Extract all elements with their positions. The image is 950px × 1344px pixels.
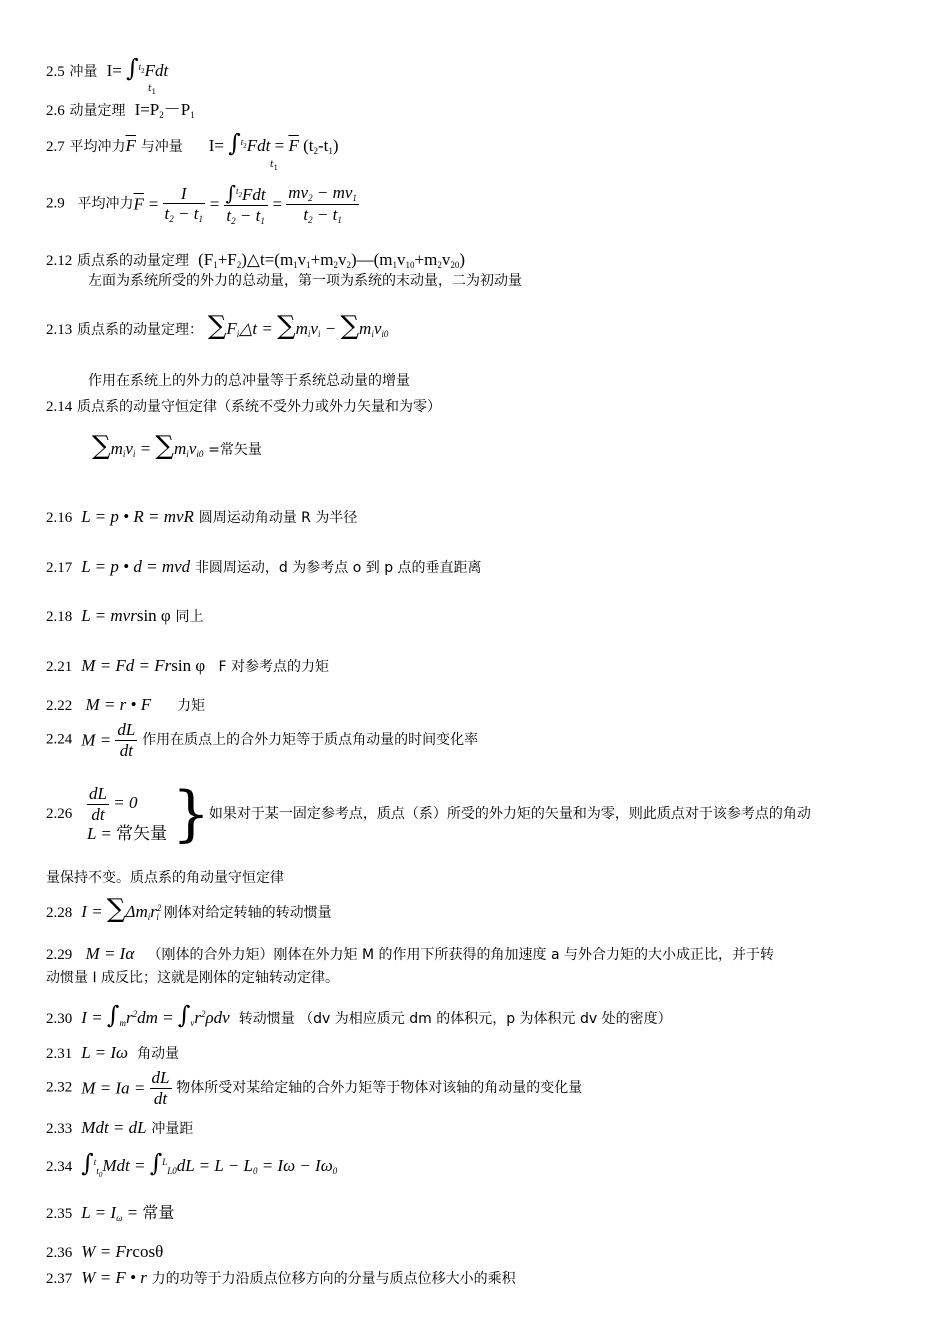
eq-number: 2.31 [46, 1046, 73, 1062]
eq-2-29 [46, 944, 774, 964]
eq-2-36 [46, 1242, 163, 1262]
eq-2-33 [46, 1118, 193, 1138]
eq-2-22 [46, 695, 205, 715]
eq-text: 质点系的动量定理 [77, 253, 190, 269]
eq-2-37 [46, 1268, 516, 1288]
eq-text: 力矩 [177, 698, 206, 714]
eq-number: 2.26 [46, 805, 73, 822]
eq-2-7 [46, 130, 339, 158]
formula: $\int^t_{t_0}Mdt = \int^L_{L0}dL = L - L_0 = I\omega - I\omega_0$ [81, 1149, 338, 1179]
eq-text: 力的功等于力沿质点位移方向的分量与质点位移大小的乘积 [151, 1271, 516, 1287]
eq-number: 2.6 [46, 103, 65, 119]
formula: sin φ [171, 656, 214, 675]
formula: L = p • R = mvR [77, 507, 194, 526]
formula: $I=P_2-P_1$ [130, 100, 195, 120]
formula: M = [77, 730, 116, 750]
formula: $\frac{dL}{dt}$ = 0 L = 常矢量 [87, 784, 168, 845]
fraction: $\frac{dL}{dt}$ [151, 1068, 170, 1108]
eq-text: 刚体对给定转轴的转动惯量 [163, 905, 332, 921]
eq-text: 圆周运动角动量 R 为半径 [198, 510, 358, 526]
eq-text: 角动量 [137, 1046, 180, 1062]
eq-2-32 [46, 1068, 582, 1108]
eq-number: 2.29 [46, 947, 73, 963]
eq-2-9 [46, 182, 359, 226]
eq-2-26-cont: 量保持不变。质点系的角动量守恒定律 [46, 870, 284, 886]
formula: $I = \int_mr^2dm = \int_vr^2\rho dv$ [77, 1001, 234, 1029]
formula: $\overline{F}$ [133, 194, 144, 214]
eq-number: 2.28 [46, 905, 73, 921]
formula: $\sum F_i\triangle t = \sum m_iv_i - \sum m_iv_{i0}$ [207, 311, 389, 341]
eq-text: （刚体的合外力矩）刚体在外力矩 M 的作用下所获得的角加速度 a 与外合力矩的大小成正比，并于转 [147, 947, 774, 963]
eq-2-5-lower-limit: $t_1$ [148, 84, 157, 96]
eq-2-29-cont: 动惯量 I 成反比；这就是刚体的定轴转动定律。 [46, 970, 340, 986]
eq-text: 同上 [175, 609, 204, 625]
eq-2-7-lower-limit: $t_1$ [270, 160, 279, 172]
eq-number: 2.12 [46, 253, 73, 269]
formula: cosθ [132, 1242, 164, 1261]
formula: $\overline{F}$ [125, 136, 136, 155]
eq-2-34 [46, 1150, 337, 1179]
formula: M = Iα [77, 944, 143, 963]
eq-text: 转动惯量 （dv 为相应质元 dm 的体积元，p 为体积元 dv 处的密度） [238, 1011, 672, 1027]
eq-number: 2.16 [46, 510, 73, 526]
formula: $I = \sum\Delta m_ir^2_i$ [77, 894, 162, 924]
eq-text: 物体所受对某给定轴的合外力矩等于物体对该轴的角动量的变化量 [176, 1080, 583, 1096]
eq-number: 2.18 [46, 609, 73, 625]
formula: M = r • F [77, 695, 173, 714]
eq-2-13 [46, 312, 388, 342]
eq-2-18 [46, 606, 204, 626]
formula: Mdt = dL [77, 1118, 147, 1137]
eq-2-12 [46, 250, 465, 270]
eq-number: 2.14 [46, 399, 73, 415]
formula: M = Fd = Fr [77, 656, 172, 675]
eq-text: 作用在质点上的合外力矩等于质点角动量的时间变化率 [142, 732, 479, 748]
eq-2-16 [46, 507, 357, 527]
formula: $I= \int^{t_2}Fdt = \overline{F}$ $(t_2-t_1)$ [187, 129, 339, 157]
eq-number: 2.17 [46, 560, 73, 576]
eq-number: 2.36 [46, 1245, 73, 1261]
eq-number: 2.5 [46, 64, 65, 80]
formula: = [148, 194, 163, 214]
eq-number: 2.13 [46, 322, 73, 338]
eq-2-31 [46, 1043, 179, 1063]
eq-2-35 [46, 1203, 174, 1223]
eq-number: 2.22 [46, 698, 73, 714]
eq-text: 冲量 [69, 64, 98, 80]
eq-text: 如果对于某一固定参考点，质点（系）所受的外力矩的矢量和为零，则此质点对于该参考点的角动 [208, 806, 811, 823]
formula: L = Iω [77, 1043, 133, 1062]
eq-2-13-note: 作用在系统上的外力的总冲量等于系统总动量的增量 [88, 373, 410, 389]
eq-2-6 [46, 100, 195, 120]
eq-2-5 [46, 55, 168, 83]
eq-text: 质点系的动量守恒定律（系统不受外力或外力矢量和为零） [77, 399, 442, 415]
eq-2-12-note: 左面为系统所受的外力的总动量，第一项为系统的末动量，二为初动量 [88, 273, 522, 289]
eq-number: 2.35 [46, 1206, 73, 1222]
fraction: $\frac{I}{t_2 - t_1}$ [164, 183, 203, 225]
eq-text: 非圆周运动，d 为参考点 o 到 p 点的垂直距离 [194, 560, 482, 576]
eq-text: 常量 [142, 1203, 175, 1222]
formula: = [272, 194, 287, 214]
eq-2-14-formula [92, 432, 262, 462]
eq-2-26 [46, 780, 811, 849]
eq-2-24 [46, 720, 478, 760]
formula: $\sum m_iv_i = \sum m_iv_{i0}$ [92, 431, 204, 461]
eq-number: 2.30 [46, 1011, 73, 1027]
eq-2-21 [46, 656, 329, 676]
eq-text: 平均冲力 [77, 196, 134, 213]
eq-number: 2.37 [46, 1271, 73, 1287]
formula: L = p • d = mvd [77, 557, 191, 576]
formula: $L = I_\omega$ = [77, 1203, 143, 1223]
eq-number: 2.7 [46, 139, 65, 155]
brace: } [171, 779, 211, 849]
formula: W = Fr [77, 1242, 133, 1261]
fraction: $\frac{dL}{dt}$ [117, 720, 136, 760]
formula: L = mvr [77, 606, 137, 625]
eq-2-14 [46, 398, 441, 416]
formula: $(F_1+F_2)\triangle t=(m_1v_1+m_2v_2)—(m_1v_{10}+m_2v_{20})$ [193, 250, 466, 270]
formula: sin φ [136, 606, 171, 625]
eq-text: 冲量距 [151, 1121, 194, 1137]
fraction: $\frac{\int^{t_2}Fdt}{t_2 - t_1}$ [225, 181, 266, 226]
eq-number: 2.24 [46, 731, 73, 748]
eq-text-2: 与冲量 [140, 139, 183, 155]
eq-number: 2.33 [46, 1121, 73, 1137]
eq-number: 2.32 [46, 1079, 73, 1096]
eq-const: =常矢量 [208, 442, 262, 458]
formula: M = Ia = [77, 1078, 150, 1098]
eq-number: 2.34 [46, 1159, 73, 1175]
eq-const: 常矢量 [116, 824, 168, 845]
eq-2-30 [46, 1002, 672, 1030]
eq-text: F 对参考点的力矩 [218, 659, 329, 675]
eq-number: 2.21 [46, 659, 73, 675]
fraction: $\frac{mv_2 - mv_1}{t_2 - t_1}$ [288, 183, 357, 225]
formula: W = F • r [77, 1268, 147, 1287]
formula: = [209, 194, 224, 214]
eq-2-28 [46, 895, 332, 925]
formula: I= ∫$^{t_2}$Fdt [102, 54, 169, 82]
eq-number: 2.9 [46, 195, 65, 212]
eq-text: 动量定理 [69, 103, 126, 119]
eq-2-17 [46, 557, 482, 577]
eq-text: 质点系的动量定理： [77, 322, 204, 338]
eq-text: 平均冲力 [69, 139, 126, 155]
